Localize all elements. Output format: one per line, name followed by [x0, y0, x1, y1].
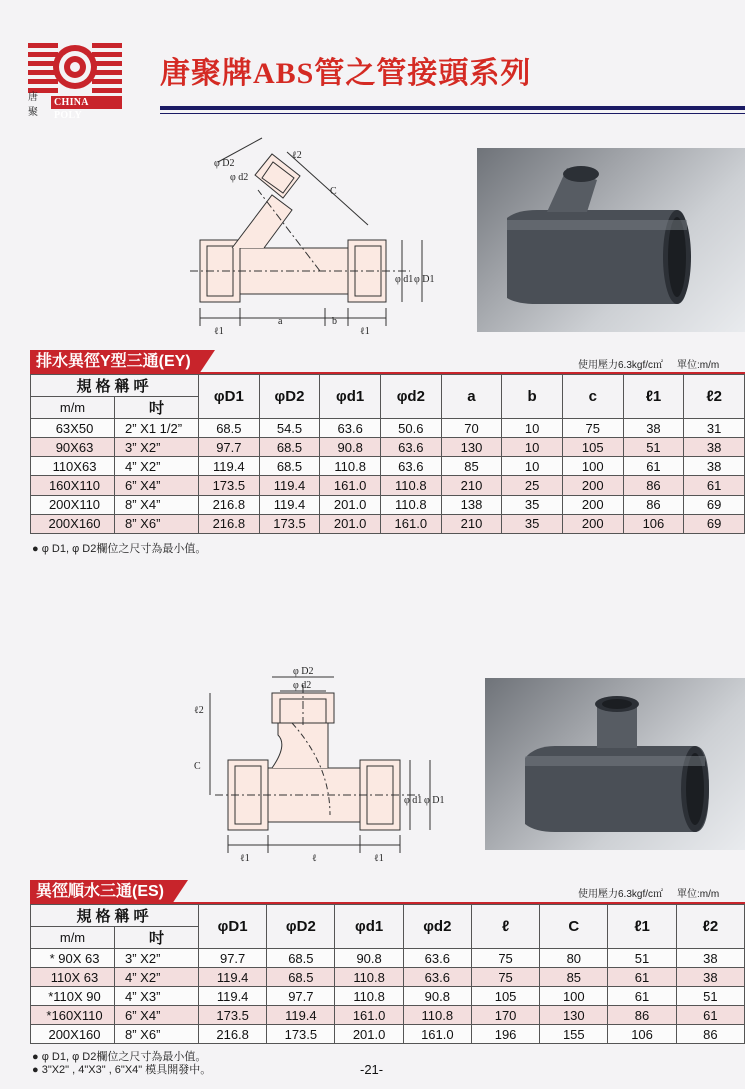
table-cell: 69 — [684, 514, 745, 533]
table-cell: 75 — [471, 949, 539, 968]
table-cell: 38 — [676, 968, 744, 987]
ey-header-size: 規格稱呼 — [31, 375, 199, 397]
table-cell: 210 — [441, 514, 502, 533]
table-cell: 63.6 — [380, 438, 441, 457]
table-cell: 161.0 — [320, 476, 381, 495]
table-cell: 68.5 — [267, 968, 335, 987]
logo-text-zh: 唐聚 — [28, 91, 38, 118]
table-cell: 90.8 — [320, 438, 381, 457]
es-header-col: φd2 — [403, 905, 471, 949]
table-cell: 161.0 — [335, 1006, 403, 1025]
table-cell: 63.6 — [403, 949, 471, 968]
table-cell: 110.8 — [380, 476, 441, 495]
ey-label-l2: ℓ2 — [292, 150, 302, 161]
table-row — [31, 438, 745, 457]
es-label-l2: ℓ2 — [194, 705, 204, 716]
logo-mark-icon — [28, 40, 122, 94]
ey-label-a: a — [278, 316, 283, 327]
es-note-1: ● φ D1, φ D2欄位之尺寸為最小值。 — [32, 1051, 207, 1063]
table-cell: 38 — [684, 457, 745, 476]
table-cell: 35 — [502, 495, 563, 514]
table-cell: 216.8 — [199, 514, 260, 533]
table-cell: *160X110 — [31, 1006, 115, 1025]
table-cell: 119.4 — [259, 476, 320, 495]
es-label-D1: φ D1 — [424, 795, 445, 806]
table-cell: 196 — [471, 1025, 539, 1044]
table-cell: 200X160 — [31, 514, 115, 533]
table-cell: 160X110 — [31, 476, 115, 495]
es-table-body — [31, 949, 745, 1044]
table-cell: 80 — [540, 949, 608, 968]
table-cell: 25 — [502, 476, 563, 495]
ey-section-banner — [30, 350, 215, 374]
ey-label-D2: φ D2 — [214, 158, 235, 169]
header-rule-thin — [160, 113, 745, 114]
table-cell: *110X 90 — [31, 987, 115, 1006]
table-cell: 54.5 — [259, 419, 320, 438]
es-label-l1a: ℓ1 — [240, 853, 250, 864]
es-header-col: φD1 — [199, 905, 267, 949]
table-cell: 201.0 — [335, 1025, 403, 1044]
es-label-l: ℓ — [312, 853, 317, 864]
banner-arrow — [172, 880, 188, 904]
table-cell: 170 — [471, 1006, 539, 1025]
table-cell: 200X110 — [31, 495, 115, 514]
ey-label-b: b — [332, 316, 337, 327]
ey-label-d2: φ d2 — [230, 172, 249, 183]
table-cell: 173.5 — [259, 514, 320, 533]
table-cell: 119.4 — [199, 968, 267, 987]
ey-header-col: φd1 — [320, 375, 381, 419]
table-cell: 51 — [676, 987, 744, 1006]
y-tee-fitting-icon — [477, 148, 745, 332]
ey-spec-table — [30, 374, 745, 534]
table-cell: 119.4 — [259, 495, 320, 514]
ey-header-col: b — [502, 375, 563, 419]
table-cell: 61 — [608, 987, 676, 1006]
table-row — [31, 949, 745, 968]
table-cell: 8” X6” — [115, 514, 199, 533]
table-cell: 119.4 — [199, 457, 260, 476]
es-header-mm: m/m — [31, 927, 115, 949]
es-section-title: 異徑順水三通(ES) — [30, 880, 172, 904]
table-cell: 63X50 — [31, 419, 115, 438]
es-label-d1: φ d1 — [404, 795, 423, 806]
page-number: -21- — [360, 1062, 384, 1077]
table-cell: 61 — [623, 457, 684, 476]
ey-product-photo — [477, 148, 745, 332]
table-cell: 8” X6” — [115, 1025, 199, 1044]
table-cell: 173.5 — [267, 1025, 335, 1044]
ey-header-col: a — [441, 375, 502, 419]
table-cell: 8” X4” — [115, 495, 199, 514]
table-row — [31, 968, 745, 987]
table-cell: 6” X4” — [115, 476, 199, 495]
table-row — [31, 457, 745, 476]
table-cell: 51 — [623, 438, 684, 457]
es-header-col: ℓ1 — [608, 905, 676, 949]
table-cell: 86 — [608, 1006, 676, 1025]
ey-label-D1: φ D1 — [414, 274, 435, 285]
table-cell: 106 — [623, 514, 684, 533]
table-cell: 161.0 — [380, 514, 441, 533]
table-cell: 210 — [441, 476, 502, 495]
table-cell: 110X63 — [31, 457, 115, 476]
ey-pressure: 使用壓力6.3kgf/c㎡ — [578, 360, 664, 371]
table-cell: 61 — [608, 968, 676, 987]
table-cell: 75 — [471, 968, 539, 987]
es-header-col: C — [540, 905, 608, 949]
logo-text-en: CHINA POLY — [51, 96, 122, 109]
table-cell: 97.7 — [199, 438, 260, 457]
ey-unit: 單位:m/m — [677, 360, 720, 371]
table-cell: 90X63 — [31, 438, 115, 457]
table-row — [31, 476, 745, 495]
ey-label-l1b: ℓ1 — [360, 326, 370, 337]
es-pressure: 使用壓力6.3kgf/c㎡ — [578, 889, 664, 900]
table-cell: 130 — [540, 1006, 608, 1025]
table-cell: 35 — [502, 514, 563, 533]
table-cell: 130 — [441, 438, 502, 457]
table-cell: 216.8 — [199, 1025, 267, 1044]
ey-section-title: 排水異徑Y型三通(EY) — [30, 350, 199, 374]
es-header-inch: 吋 — [115, 927, 199, 949]
es-unit: 單位:m/m — [677, 889, 720, 900]
table-cell: 161.0 — [403, 1025, 471, 1044]
table-cell: 201.0 — [320, 514, 381, 533]
table-cell: 50.6 — [380, 419, 441, 438]
table-cell: 97.7 — [199, 949, 267, 968]
table-cell: 38 — [623, 419, 684, 438]
table-cell: 51 — [608, 949, 676, 968]
table-cell: 86 — [676, 1025, 744, 1044]
table-cell: 2” X1 1/2” — [115, 419, 199, 438]
table-cell: 119.4 — [199, 987, 267, 1006]
table-cell: 110X 63 — [31, 968, 115, 987]
table-cell: 3” X2” — [115, 949, 199, 968]
es-technical-drawing — [180, 665, 445, 865]
table-cell: 97.7 — [267, 987, 335, 1006]
table-cell: 119.4 — [267, 1006, 335, 1025]
sanitary-tee-fitting-icon — [485, 678, 745, 850]
banner-arrow — [199, 350, 215, 374]
table-cell: 86 — [623, 495, 684, 514]
table-cell: 105 — [471, 987, 539, 1006]
table-cell: 201.0 — [320, 495, 381, 514]
header-rule — [160, 106, 745, 110]
table-cell: 173.5 — [199, 1006, 267, 1025]
es-section-banner — [30, 880, 188, 904]
table-row — [31, 1006, 745, 1025]
table-cell: 85 — [540, 968, 608, 987]
brand-logo — [28, 40, 122, 121]
table-cell: 10 — [502, 438, 563, 457]
ey-header-mm: m/m — [31, 397, 115, 419]
table-cell: 38 — [676, 949, 744, 968]
table-cell: 63.6 — [403, 968, 471, 987]
table-cell: 110.8 — [335, 987, 403, 1006]
table-cell: 110.8 — [380, 495, 441, 514]
table-cell: 38 — [684, 438, 745, 457]
table-cell: 100 — [540, 987, 608, 1006]
table-cell: 110.8 — [335, 968, 403, 987]
table-cell: 200X160 — [31, 1025, 115, 1044]
table-cell: 68.5 — [199, 419, 260, 438]
es-label-c: C — [194, 761, 201, 772]
ey-header-col: φD1 — [199, 375, 260, 419]
es-spec-table — [30, 904, 745, 1044]
es-label-l1b: ℓ1 — [374, 853, 384, 864]
table-cell: 4” X3” — [115, 987, 199, 1006]
es-meta — [578, 885, 719, 900]
table-cell: 75 — [562, 419, 623, 438]
es-label-d2: φ d2 — [293, 680, 312, 691]
table-cell: 63.6 — [380, 457, 441, 476]
ey-label-c: C — [330, 186, 337, 197]
table-cell: 90.8 — [335, 949, 403, 968]
table-cell: 10 — [502, 457, 563, 476]
table-cell: 68.5 — [267, 949, 335, 968]
table-cell: 3” X2” — [115, 438, 199, 457]
table-cell: 138 — [441, 495, 502, 514]
ey-header-col: φD2 — [259, 375, 320, 419]
es-note-2: ● 3"X2" , 4"X3" , 6"X4" 模具開發中。 — [32, 1064, 212, 1076]
ey-technical-drawing — [170, 140, 460, 340]
table-row — [31, 495, 745, 514]
table-cell: 110.8 — [320, 457, 381, 476]
table-cell: 63.6 — [320, 419, 381, 438]
table-cell: * 90X 63 — [31, 949, 115, 968]
es-header-col: φD2 — [267, 905, 335, 949]
table-cell: 31 — [684, 419, 745, 438]
table-cell: 155 — [540, 1025, 608, 1044]
table-cell: 86 — [623, 476, 684, 495]
ey-header-inch: 吋 — [115, 397, 199, 419]
ey-meta — [578, 356, 719, 371]
table-cell: 85 — [441, 457, 502, 476]
table-row — [31, 1025, 745, 1044]
table-cell: 4” X2” — [115, 968, 199, 987]
table-cell: 90.8 — [403, 987, 471, 1006]
table-cell: 216.8 — [199, 495, 260, 514]
table-cell: 6” X4” — [115, 1006, 199, 1025]
table-row — [31, 514, 745, 533]
es-header-col: φd1 — [335, 905, 403, 949]
table-cell: 200 — [562, 495, 623, 514]
table-row — [31, 987, 745, 1006]
es-header-col: ℓ2 — [676, 905, 744, 949]
table-cell: 105 — [562, 438, 623, 457]
table-cell: 61 — [684, 476, 745, 495]
table-cell: 68.5 — [259, 457, 320, 476]
table-cell: 69 — [684, 495, 745, 514]
es-label-D2: φ D2 — [293, 666, 314, 677]
es-header-col: ℓ — [471, 905, 539, 949]
table-cell: 100 — [562, 457, 623, 476]
table-cell: 61 — [676, 1006, 744, 1025]
table-cell: 106 — [608, 1025, 676, 1044]
page-title: 唐聚牌ABS管之管接頭系列 — [160, 57, 532, 90]
ey-label-l1a: ℓ1 — [214, 326, 224, 337]
ey-label-d1: φ d1 — [395, 274, 414, 285]
ey-header-col: φd2 — [380, 375, 441, 419]
table-cell: 173.5 — [199, 476, 260, 495]
ey-table-body — [31, 419, 745, 534]
table-cell: 4” X2” — [115, 457, 199, 476]
table-cell: 200 — [562, 476, 623, 495]
table-cell: 200 — [562, 514, 623, 533]
table-cell: 70 — [441, 419, 502, 438]
ey-header-col: ℓ1 — [623, 375, 684, 419]
es-product-photo — [485, 678, 745, 850]
table-row — [31, 419, 745, 438]
ey-header-col: ℓ2 — [684, 375, 745, 419]
ey-note: ● φ D1, φ D2欄位之尺寸為最小值。 — [32, 543, 207, 555]
table-cell: 10 — [502, 419, 563, 438]
ey-header-col: c — [562, 375, 623, 419]
es-header-size: 規格稱呼 — [31, 905, 199, 927]
table-cell: 68.5 — [259, 438, 320, 457]
table-cell: 110.8 — [403, 1006, 471, 1025]
